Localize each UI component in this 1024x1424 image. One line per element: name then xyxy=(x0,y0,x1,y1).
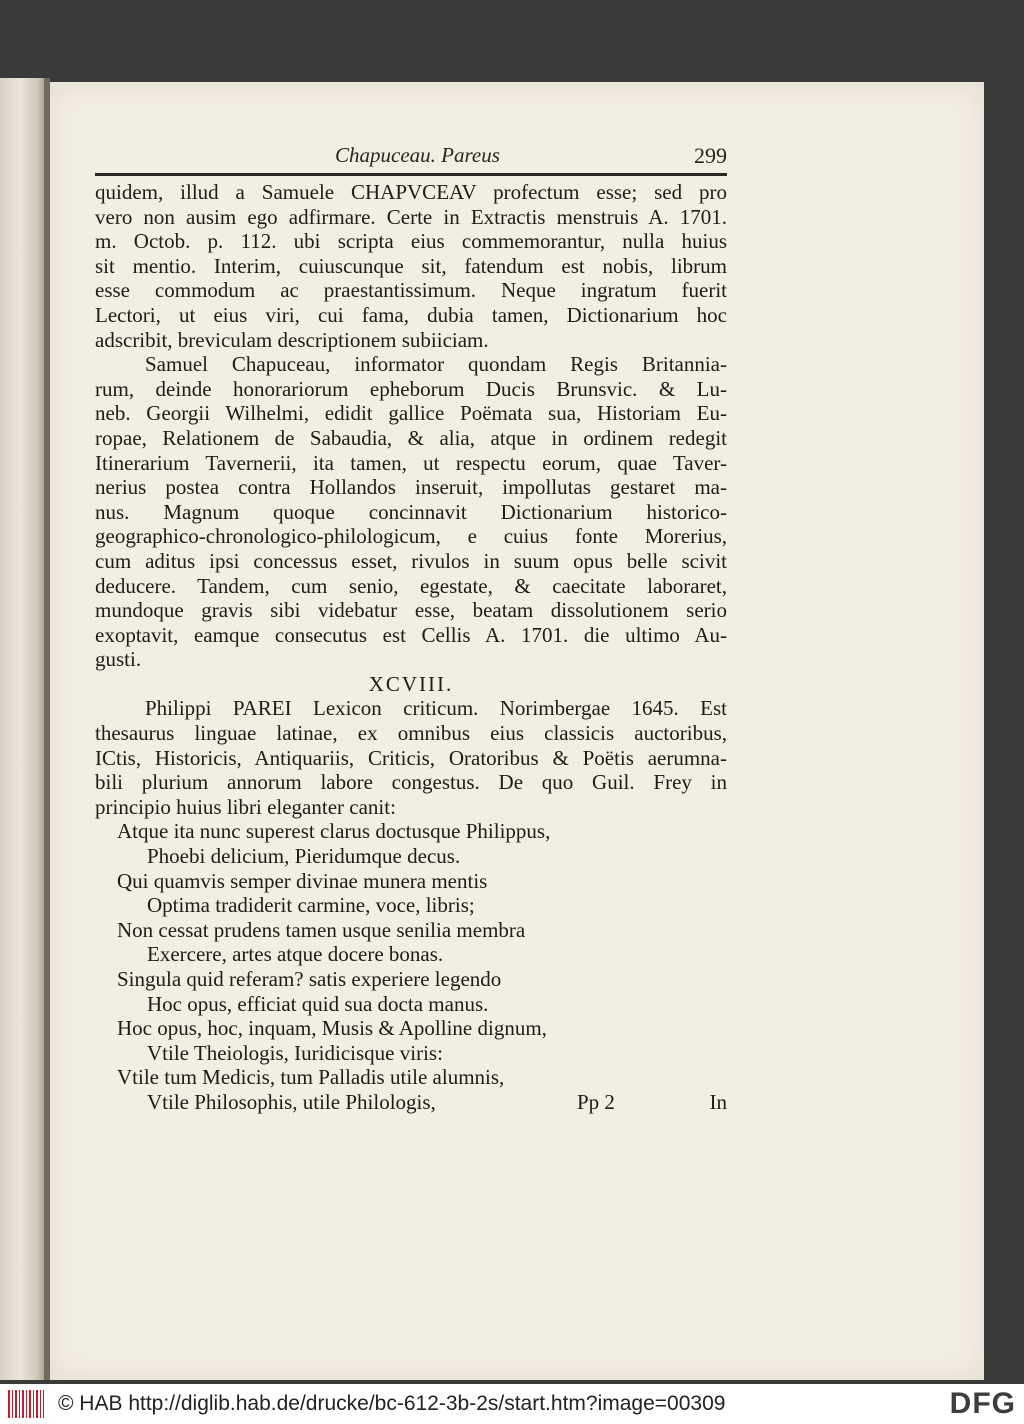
text-line: Vtile tum Medicis, tum Palladis utile alumnis, xyxy=(117,1065,505,1090)
barcode-icon xyxy=(8,1390,44,1418)
text-line: Philippi PAREI Lexicon criticum. Norimbergae 1645. Est xyxy=(145,696,727,721)
text-line: Singula quid referam? satis experiere legendo xyxy=(117,967,502,991)
text-line: gusti. xyxy=(95,647,142,672)
text-line: Exercere, artes atque docere bonas. xyxy=(147,942,444,967)
last-line xyxy=(95,1090,727,1115)
text-line: sit mentio. Interim, cuiuscunque sit, fatendum est nobis, librum xyxy=(95,253,727,278)
text-lines xyxy=(95,180,727,1090)
page-number: 299 xyxy=(694,143,727,168)
header-rule xyxy=(95,173,727,176)
dfg-logo: DFG xyxy=(949,1387,1016,1420)
text-line: deducere. Tandem, cum senio, egestate, & caecitate laboraret, xyxy=(95,573,727,598)
text-line: geographico-chronologico-philologicum, e cuius fonte Morerius, xyxy=(95,524,727,549)
text-line: nus. Magnum quoque concinnavit Dictionarium historico- xyxy=(95,499,727,524)
text-line: Vtile Theiologis, Iuridicisque viris: xyxy=(147,1040,443,1065)
text-line: Hoc opus, efficiat quid sua docta manus. xyxy=(147,991,489,1016)
text-line: exoptavit, eamque consecutus est Cellis A. 1701. die ultimo Au- xyxy=(95,622,727,647)
text-line: vero non ausim ego adfirmare. Certe in Extractis menstruis A. 1701. xyxy=(95,204,727,229)
page-header xyxy=(95,141,727,171)
text-line: principio huius libri eleganter canit: xyxy=(95,794,396,819)
text-line: Lectori, ut eius viri, cui fama, dubia tamen, Dictionarium hoc xyxy=(95,302,727,327)
text-line: adscribit, breviculam descriptionem subiiciam. xyxy=(95,327,489,352)
text-line: Samuel Chapuceau, informator quondam Regis Britannia- xyxy=(145,352,727,377)
signature-mark: Pp 2 xyxy=(577,1089,615,1114)
text-line: bili plurium annorum labore congestus. De quo Guil. Frey in xyxy=(95,770,727,795)
body-text xyxy=(95,180,727,1115)
text-line: nerius postea contra Hollandos inseruit, impollutas gestaret ma- xyxy=(95,475,727,500)
catchword: In xyxy=(709,1089,727,1114)
text-line: Phoebi delicium, Pieridumque decus. xyxy=(147,844,461,869)
text-line: m. Octob. p. 112. ubi scripta eius commemorantur, nulla huius xyxy=(95,229,727,254)
text-line: rum, deinde honorariorum epheborum Ducis Brunsvic. & Lu- xyxy=(95,376,727,401)
last-verse-line: Vtile Philosophis, utile Philologis, xyxy=(147,1089,436,1114)
text-line: Itinerarium Tavernerii, ita tamen, ut respectu eorum, quae Taver- xyxy=(95,450,727,475)
text-line: Hoc opus, hoc, inquam, Musis & Apolline dignum, xyxy=(117,1016,547,1041)
adjacent-page-edge xyxy=(0,78,50,1380)
text-line: Optima tradiderit carmine, voce, libris; xyxy=(147,893,475,918)
text-line: neb. Georgii Wilhelmi, edidit gallice Poëmata sua, Historiam Eu- xyxy=(95,401,727,426)
running-title: Chapuceau. Pareus xyxy=(335,143,500,167)
text-line: mundoque gravis sibi videbatur esse, beatam dissolutionem serio xyxy=(95,598,727,623)
text-line: esse commodum ac praestantissimum. Neque ingratum fuerit xyxy=(95,278,727,303)
copyright-link[interactable]: © HAB http://diglib.hab.de/drucke/bc-612-3b-2s/start.htm?image=00309 xyxy=(58,1392,726,1415)
text-line: Qui quamvis semper divinae munera mentis xyxy=(117,868,488,893)
viewer-footer xyxy=(0,1384,1024,1424)
text-line: quidem, illud a Samuele CHAPVCEAV profectum esse; sed pro xyxy=(95,180,727,204)
text-line: Non cessat prudens tamen usque senilia membra xyxy=(117,917,526,942)
text-line: thesaurus linguae latinae, ex omnibus eius classicis auctoribus, xyxy=(95,721,727,746)
text-line: ICtis, Historicis, Antiquariis, Criticis, Oratoribus & Poëtis aerumna- xyxy=(95,745,727,770)
text-line: cum aditus ipsi concessus esset, rivulos in suum opus belle scivit xyxy=(95,548,727,573)
text-line: ropae, Relationem de Sabaudia, & alia, atque in ordinem redegit xyxy=(95,425,727,450)
text-line: Atque ita nunc superest clarus doctusque Philippus, xyxy=(117,819,551,844)
text-line: XCVIII. xyxy=(368,671,454,696)
